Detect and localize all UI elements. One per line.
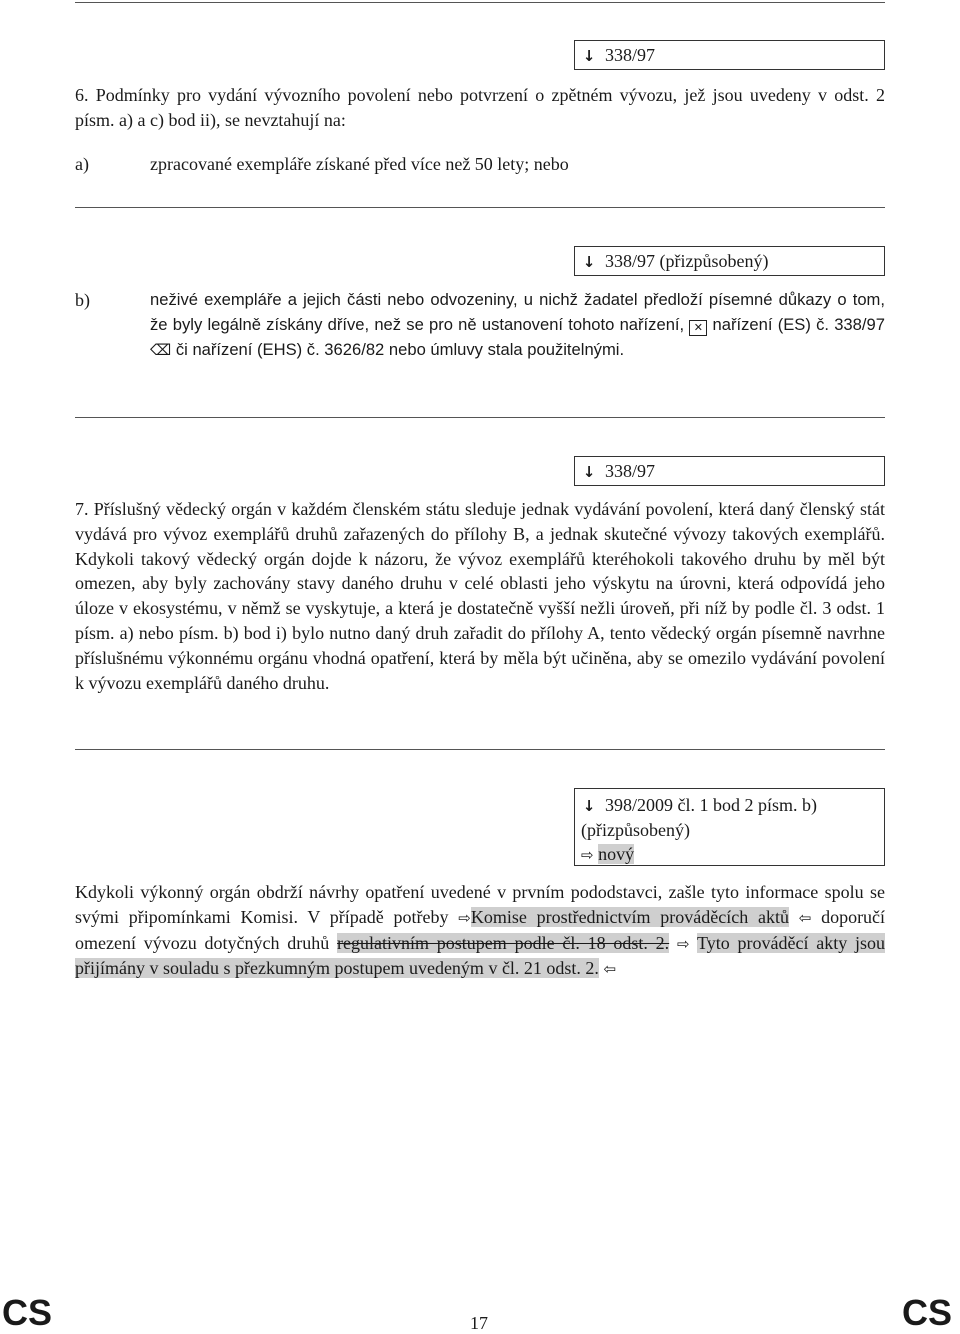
paragraph-amended: Kdykoli výkonný orgán obdrží návrhy opatření uvedené v prvním pododstavci, zašle tyto informace spolu se svými připomínkami Komisi. V případě potřeby ⇨Komise prostřednictvím prováděcích aktů ⇦ doporučí omezení vývozu dotyčných druhů regulativním postupem podle čl. 18 odst. 2. ⇨ Tyto prováděcí akty jsou přijímány v souladu s přezkumným postupem uvedeným v čl. 21 odst. 2. ⇦ — [75, 882, 886, 979]
paragraph-7: 7. Příslušný vědecký orgán v každém členském státu sleduje jednak vydávání povolení, která daný členský stát vydává pro vývoz exemplářů druhů zařazených do přílohy B, a jednak skutečné vývozy takových exemplářů. Kdykoli takový vědecký orgán dojde k názoru, že vývoz exemplářů kteréhokoli takového druhu by měl být omezen, aby byly zachovány stavy daného druhu v celé oblasti jeho výskytu na úrovni, která odpovídá jeho úloze v ekosystému, v němž se vyskytuje, a která je dostatečně vyšší nežli úroveň, při níž by podle čl. 3 odst. 1 písm. a) nebo písm. b) bod i) bylo nutno daný druh zařadit do přílohy A, tento vědecký orgán písemně navrhne příslušnému výkonnému orgánu vhodná opatření, která by měla být učiněna, aby se omezilo vydávání povolení k vývozu exemplářů daného druhu. — [75, 499, 885, 693]
source-reference-box — [574, 456, 885, 486]
new-marker: nový — [598, 844, 635, 864]
top-rule — [75, 2, 885, 3]
reference-label: 338/97 — [605, 461, 656, 481]
arrow-down-icon: ↓ — [582, 253, 596, 271]
source-reference-box — [574, 40, 885, 70]
deletion-start-icon: ✕ — [689, 320, 707, 336]
footer-language-left: CS — [2, 1292, 53, 1333]
insertion-start-icon: ⇨ — [458, 908, 471, 927]
item-a-text: zpracované exempláře získané před více než 50 lety; nebo — [150, 154, 569, 174]
arrow-down-icon: ↓ — [582, 463, 596, 481]
insertion-end-icon: ⇦ — [603, 960, 617, 979]
arrow-down-icon: ↓ — [582, 47, 596, 65]
insertion-end-icon: ⇦ — [798, 908, 812, 927]
section-rule — [75, 207, 885, 208]
reference-note: (přizpůsobený) — [581, 820, 690, 840]
paragraph-6: 6. Podmínky pro vydání vývozního povolení nebo potvrzení o zpětném vývozu, jež jsou uvedeny v odst. 2 písm. a) a c) bod ii), se nevztahují na: — [75, 85, 885, 130]
item-b-text: neživé exempláře a jejich části nebo odvozeniny, u nichž žadatel předloží písemné důkazy o tom, že byly legálně získány dříve, než se pro ně ustanovení tohoto nařízení, ✕ nařízení (ES) č. 338/97 ⌫ či nařízení (EHS) č. 3626/82 nebo úmluvy stala použitelnými. — [150, 290, 885, 359]
footer-language-right: CS — [902, 1292, 953, 1333]
arrow-down-icon: ↓ — [582, 797, 596, 815]
reference-label: 338/97 — [605, 45, 656, 65]
deletion-end-icon: ⌫ — [150, 340, 172, 359]
item-a-letter: a) — [75, 154, 89, 174]
source-reference-box — [574, 788, 885, 866]
deleted-text: regulativním postupem podle čl. 18 odst. 2. — [337, 932, 670, 953]
insertion-start-icon: ⇨ — [581, 846, 594, 864]
insertion-start-icon: ⇨ — [676, 934, 690, 953]
reference-label: 338/97 (přizpůsobený) — [605, 251, 769, 271]
source-reference-box — [574, 246, 885, 276]
section-rule — [75, 749, 885, 750]
page-number: 17 — [470, 1313, 488, 1333]
item-b-letter: b) — [75, 290, 90, 310]
reference-label: 398/2009 čl. 1 bod 2 písm. b) — [605, 795, 817, 815]
section-rule — [75, 417, 885, 418]
